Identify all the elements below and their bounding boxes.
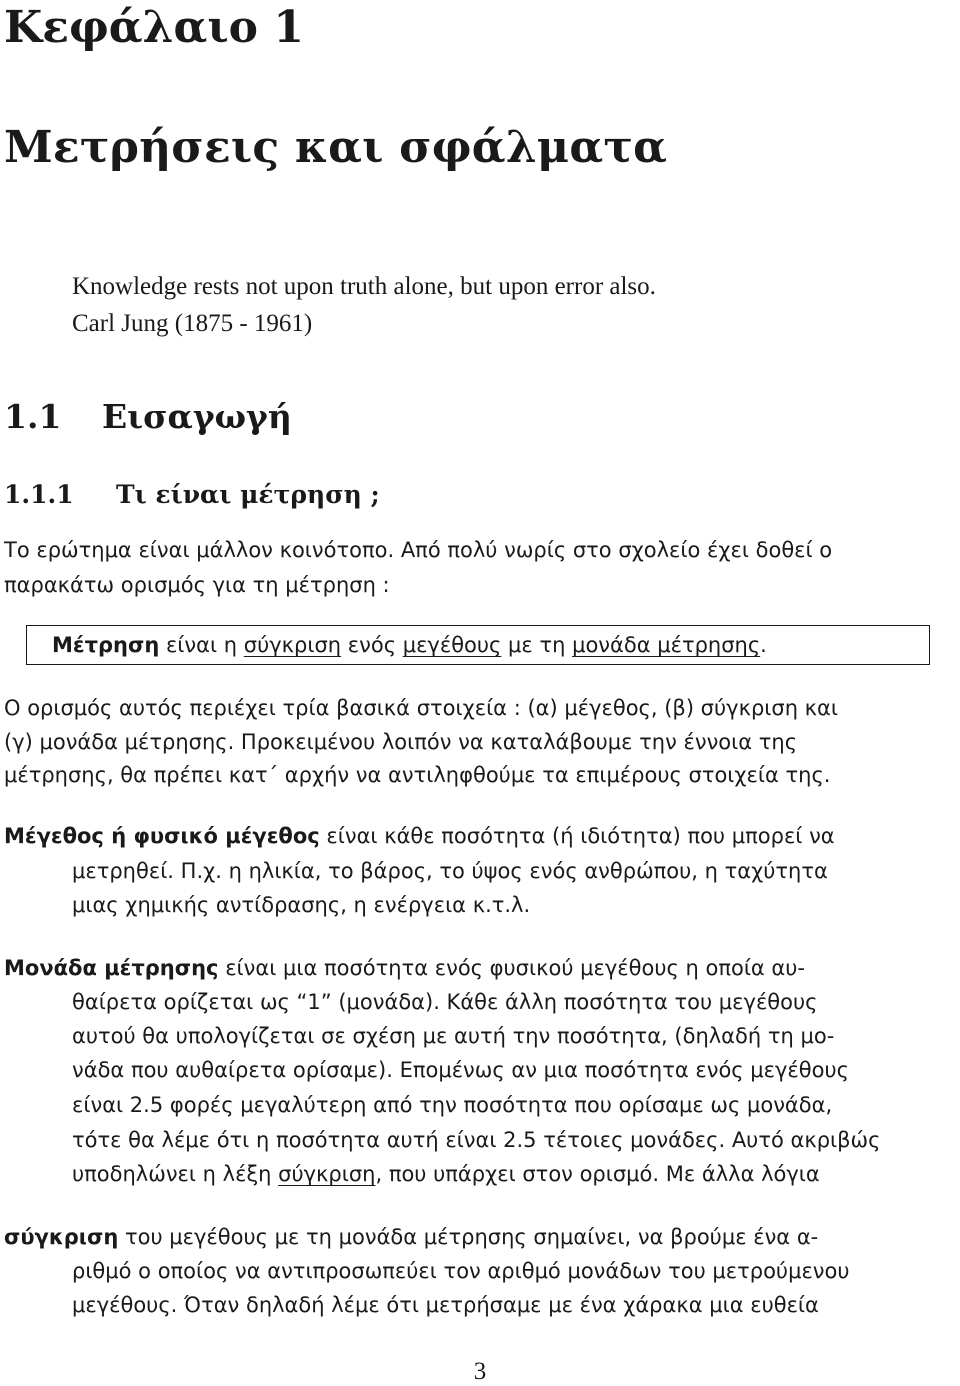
unit-definition-line: [72, 1159, 820, 1189]
epigraph-quote: Knowledge rests not upon truth alone, but upon error also.: [72, 273, 656, 300]
definition-box-text: [52, 630, 767, 660]
subsection-title: Τι είναι μέτρηση ;: [116, 480, 380, 509]
subsection-number: 1.1.1: [4, 480, 74, 509]
section-number: 1.1: [4, 397, 62, 436]
quantity-definition-line: μιας χημικής αντίδρασης, η ενέργεια κ.τ.λ.: [72, 893, 531, 917]
definition-text: είναι η: [159, 633, 244, 657]
subsection-heading: [4, 478, 380, 512]
definition-term: Μέτρηση: [52, 633, 160, 657]
unit-term: Μονάδα μέτρησης: [4, 956, 219, 980]
unit-definition-line: θαίρετα ορίζεται ως “1” (μονάδα). Κάθε άλλη ποσότητα του μεγέθους: [72, 990, 818, 1014]
comparison-term: σύγκριση: [4, 1225, 119, 1249]
unit-definition-line: νάδα που αυθαίρετα ορίσαμε). Επομένως αν μια ποσότητα ενός μεγέθους: [72, 1058, 849, 1082]
definition-text: με τη: [501, 633, 573, 657]
quantity-definition-line: μετρηθεί. Π.χ. η ηλικία, το βάρος, το ύψος ενός ανθρώπου, η ταχύτητα: [72, 859, 828, 883]
unit-definition-line: τότε θα λέμε ότι η ποσότητα αυτή είναι 2.5 τέτοιες μονάδες. Αυτό ακριβώς: [72, 1128, 881, 1152]
quantity-underlined: μεγέθους: [402, 633, 502, 657]
unit-definition-text: είναι μια ποσότητα ενός φυσικού μεγέθους η οποία αυ-: [218, 956, 806, 980]
comparison-underlined: σύγκριση: [278, 1162, 376, 1186]
chapter-title: Μετρήσεις και σφάλματα: [4, 122, 668, 173]
section-heading: [4, 396, 292, 438]
intro-line-2: παρακάτω ορισμός για τη μέτρηση :: [4, 573, 390, 597]
comparison-underlined: σύγκριση: [243, 633, 342, 657]
comparison-definition-line: ριθμό ο οποίος να αντιπροσωπεύει τον αριθμό μονάδων του μετρούμενου: [72, 1259, 850, 1283]
unit-definition-line: αυτού θα υπολογίζεται σε σχέση με αυτή την ποσότητα, (δηλαδή τη μο-: [72, 1024, 835, 1048]
unit-definition-line: είναι 2.5 φορές μεγαλύτερη από την ποσότητα που ορίσαμε ως μονάδα,: [72, 1093, 833, 1117]
paragraph-line: Ο ορισμός αυτός περιέχει τρία βασικά στοιχεία : (α) μέγεθος, (β) σύγκριση και: [4, 696, 839, 720]
paragraph-line: (γ) μονάδα μέτρησης. Προκειμένου λοιπόν να καταλάβουμε την έννοια της: [4, 730, 798, 754]
unit-underlined: μονάδα μέτρησης: [572, 633, 761, 657]
quantity-definition-line: [4, 821, 835, 851]
unit-definition-text: υποδηλώνει η λέξη: [72, 1162, 279, 1186]
quantity-definition-text: είναι κάθε ποσότητα (ή ιδιότητα) που μπορεί να: [319, 824, 835, 848]
definition-text: ενός: [341, 633, 403, 657]
comparison-definition-text: του μεγέθους με τη μονάδα μέτρησης σημαίνει, να βρούμε ένα α-: [118, 1225, 819, 1249]
section-title: Εισαγωγή: [102, 397, 292, 436]
intro-line-1: Το ερώτημα είναι μάλλον κοινότοπο. Από πολύ νωρίς στο σχολείο έχει δοθεί ο: [4, 538, 833, 562]
chapter-label: Κεφάλαιο 1: [4, 2, 304, 53]
epigraph-author: Carl Jung (1875 - 1961): [72, 310, 313, 337]
comparison-definition-line: μεγέθους. Όταν δηλαδή λέμε ότι μετρήσαμε με ένα χάρακα μια ευθεία: [72, 1293, 819, 1317]
comparison-definition-line: [4, 1222, 818, 1252]
paragraph-line: μέτρησης, θα πρέπει κατ΄ αρχήν να αντιληφθούμε τα επιμέρους στοιχεία της.: [4, 763, 831, 787]
page-number: 3: [473, 1358, 487, 1385]
unit-definition-line: [4, 953, 805, 983]
definition-text: .: [760, 633, 767, 657]
unit-definition-text: , που υπάρχει στον ορισμό. Με άλλα λόγια: [375, 1162, 820, 1186]
quantity-term: Μέγεθος ή φυσικό μέγεθος: [4, 824, 320, 848]
